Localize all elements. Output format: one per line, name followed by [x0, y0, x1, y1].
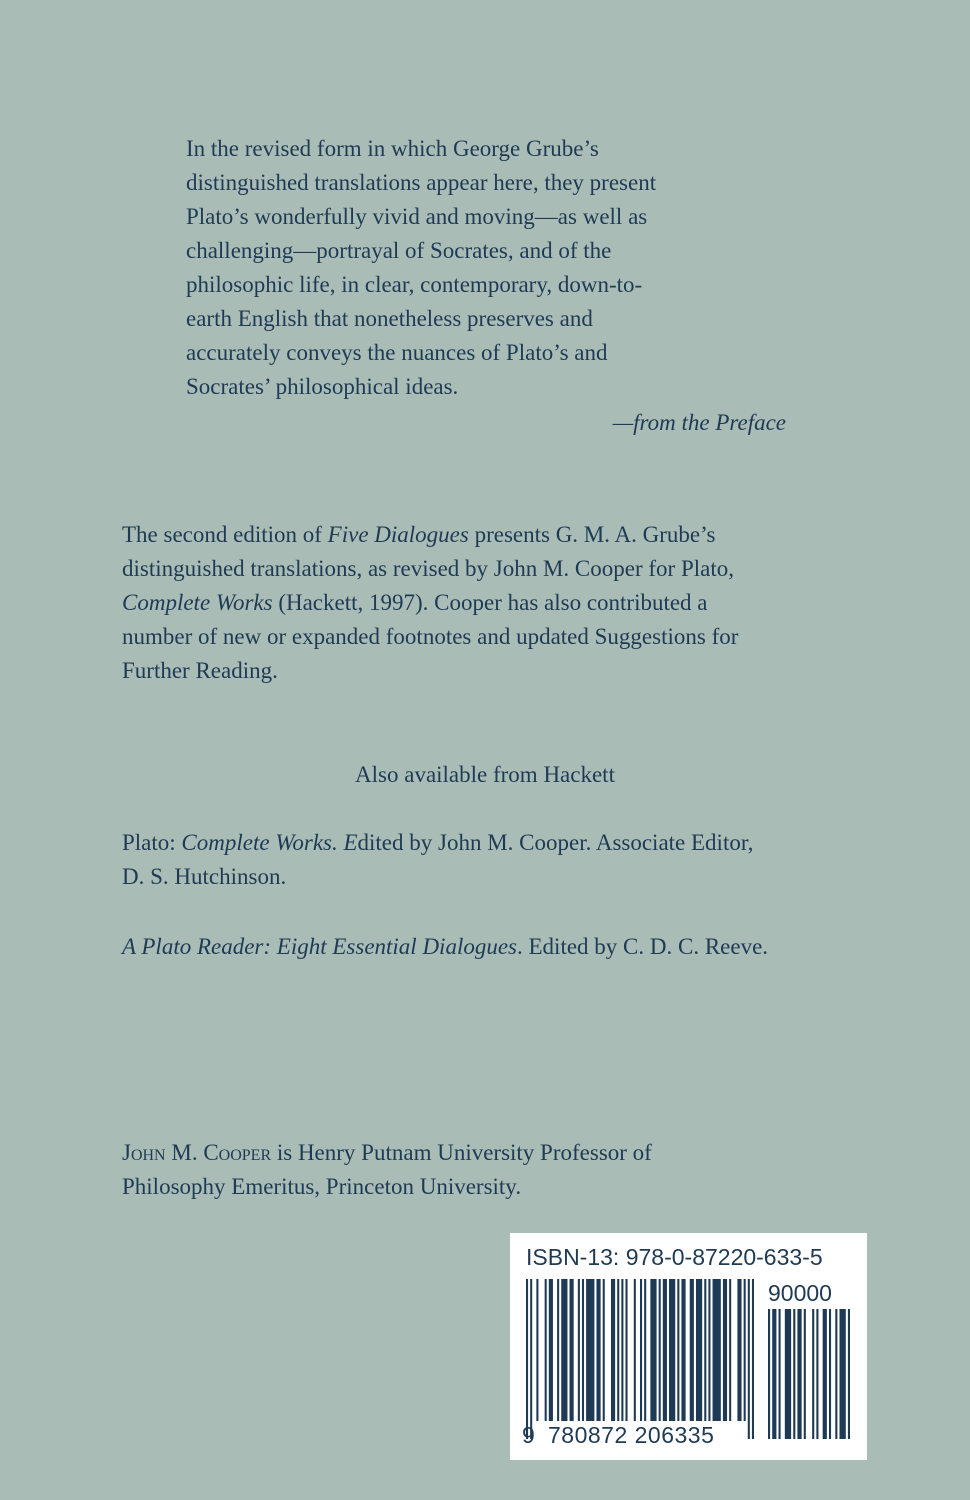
barcode-bar	[737, 1279, 741, 1421]
related-book-title: A Plato Reader: Eight Essential Dialogues	[122, 934, 517, 959]
barcode-bar	[586, 1279, 594, 1421]
barcode-bar	[823, 1309, 827, 1439]
barcode-bar	[729, 1279, 731, 1421]
description-line	[122, 518, 862, 552]
barcode-bar	[816, 1309, 818, 1439]
barcode-bar	[768, 1309, 770, 1439]
barcode-bar	[681, 1279, 685, 1421]
price-addon-barcode	[768, 1309, 850, 1439]
barcode-bar	[530, 1279, 532, 1439]
bio-line: Philosophy Emeritus, Princeton University.	[122, 1174, 522, 1199]
barcode-bar	[617, 1279, 619, 1421]
description-line: distinguished translations, as revised by John M. Cooper for Plato,	[122, 556, 734, 581]
barcode-bar	[772, 1309, 776, 1439]
barcode-bar	[663, 1279, 667, 1421]
quote-attribution: —from the Preface	[612, 410, 786, 435]
related-book-plato-reader	[122, 930, 862, 964]
bio-text: is Henry Putnam University Professor of	[271, 1140, 652, 1165]
barcode-bar	[835, 1309, 837, 1439]
barcode-bar	[611, 1279, 615, 1421]
related-book-line: D. S. Hutchinson.	[122, 864, 287, 889]
editor-bio	[122, 1136, 842, 1204]
price-code: 90000	[768, 1280, 832, 1306]
editor-name: John M. Cooper	[122, 1140, 272, 1165]
ean13-barcode	[526, 1279, 754, 1439]
description-text: (Hackett, 1997). Cooper has also contributed a	[272, 590, 708, 615]
description-text: presents G. M. A. Grube’s	[468, 522, 716, 547]
related-book-line	[122, 826, 862, 860]
barcode-bar	[690, 1279, 694, 1421]
barcode-bar	[812, 1309, 814, 1439]
barcode-bar	[708, 1279, 710, 1421]
barcode-bar	[650, 1279, 656, 1421]
barcode-bar	[644, 1279, 646, 1421]
barcode-bar	[744, 1279, 746, 1421]
barcode-bar	[804, 1309, 806, 1439]
edition-description	[122, 518, 862, 688]
quote-line: accurately conveys the nuances of Plato’s and	[186, 340, 608, 365]
bio-line	[122, 1136, 842, 1170]
barcode-bar	[578, 1279, 580, 1421]
description-line: number of new or expanded footnotes and updated Suggestions for	[122, 624, 739, 649]
barcode-bar	[748, 1279, 750, 1439]
isbn-barcode-box	[510, 1233, 867, 1460]
barcode-bar	[669, 1279, 675, 1421]
barcode-first-digit: 9	[522, 1422, 535, 1448]
barcode-bar	[696, 1279, 702, 1421]
barcode-bar	[785, 1309, 791, 1439]
barcode-bar	[659, 1279, 661, 1421]
barcode-bar	[557, 1279, 559, 1421]
quote-line: Plato’s wonderfully vivid and moving—as well as	[186, 204, 648, 229]
barcode-bar	[797, 1309, 801, 1439]
barcode-bar	[545, 1279, 547, 1421]
barcode-bar	[677, 1279, 679, 1421]
related-book-details: dited by John M. Cooper. Associate Editor,	[357, 830, 754, 855]
barcode-bar	[625, 1279, 627, 1439]
barcode-bar	[704, 1279, 706, 1421]
related-book-complete-works	[122, 826, 862, 894]
barcode-bar	[570, 1279, 574, 1421]
barcode-bar	[752, 1279, 754, 1439]
isbn-label: ISBN-13: 978-0-87220-633-5	[526, 1244, 823, 1270]
description-text: The second edition of	[122, 522, 328, 547]
barcode-bar	[536, 1279, 538, 1421]
description-line: Further Reading.	[122, 658, 278, 683]
related-book-details: . Edited by C. D. C. Reeve.	[517, 934, 769, 959]
barcode-bar	[829, 1309, 831, 1439]
book-title: Five Dialogues	[327, 522, 469, 547]
quote-line: earth English that nonetheless preserves and	[186, 306, 593, 331]
barcode-bar	[549, 1279, 553, 1421]
description-line	[122, 586, 862, 620]
barcode-bar	[526, 1279, 528, 1439]
quote-line: distinguished translations appear here, they present	[186, 170, 657, 195]
barcode-bar	[839, 1309, 845, 1439]
barcode-bar	[582, 1279, 584, 1421]
barcode-bar	[561, 1279, 567, 1421]
barcode-bar	[713, 1279, 721, 1421]
barcode-bar	[596, 1279, 600, 1421]
quote-line: In the revised form in which George Grube’s	[186, 136, 599, 161]
quote-line: Socrates’ philosophical ideas.	[186, 374, 459, 399]
also-available-heading: Also available from Hackett	[355, 762, 615, 787]
barcode-number: 780872 206335	[548, 1422, 715, 1448]
barcode-bar	[634, 1279, 636, 1439]
barcode-bar	[793, 1309, 795, 1439]
barcode-bar	[621, 1279, 623, 1421]
preface-quote	[186, 132, 806, 404]
related-book-author: Plato:	[122, 830, 182, 855]
barcode-bar	[723, 1279, 727, 1421]
barcode-bar	[779, 1309, 781, 1439]
related-book-title: Complete Works. E	[181, 830, 358, 855]
book-title: Complete Works	[122, 590, 273, 615]
barcode-bar	[848, 1309, 850, 1439]
barcode-bar	[640, 1279, 642, 1421]
quote-line: challenging—portrayal of Socrates, and of the	[186, 238, 612, 263]
barcode-bar	[603, 1279, 605, 1421]
quote-line: philosophic life, in clear, contemporary, down-to-	[186, 272, 643, 297]
